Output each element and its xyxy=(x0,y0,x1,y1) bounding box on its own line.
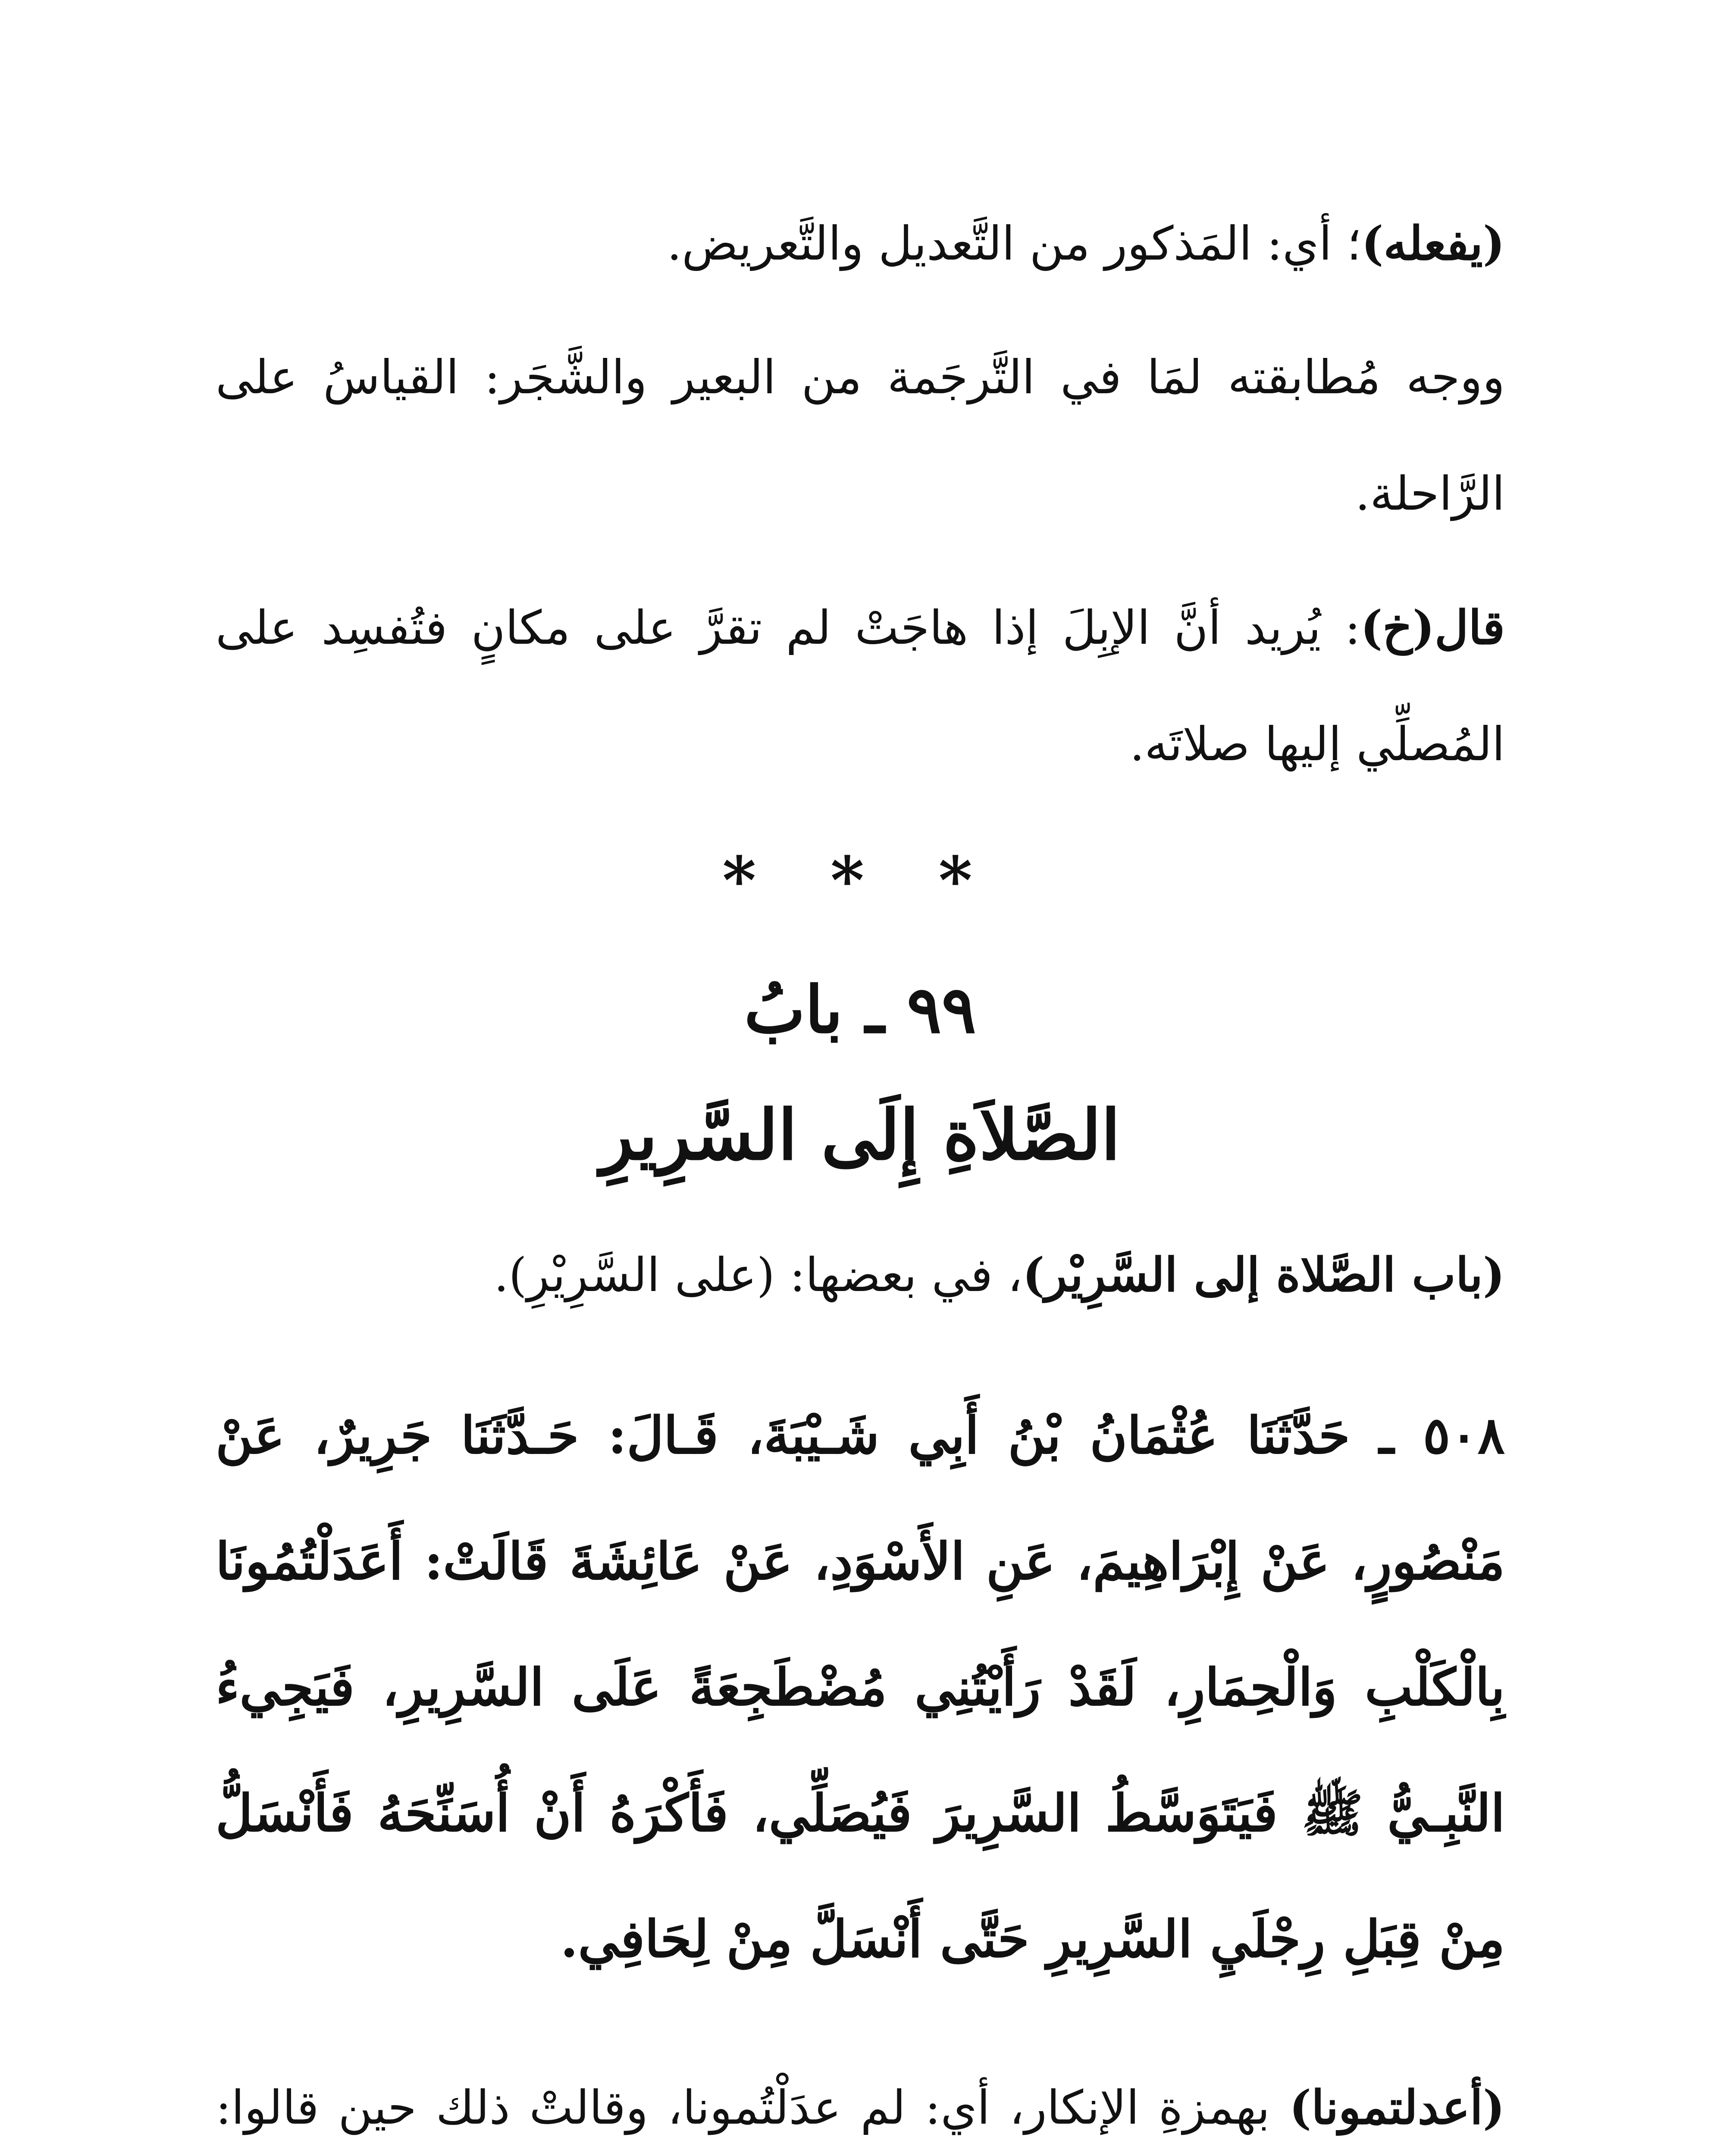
bold-term: (باب الصَّلاة إلى السَّرِيْر) xyxy=(1022,1248,1505,1302)
section-divider: * * * xyxy=(722,843,998,918)
paragraph-text: بهمزةِ الإنكار، أي: لم عدَلْتُمونا، وقالتْ ذلك حين قالوا: xyxy=(216,2081,1270,2135)
bold-term: قال(خ) xyxy=(1360,601,1505,655)
paragraph-commentary-1 xyxy=(216,185,1505,302)
bold-term: (يفعله) xyxy=(1361,216,1505,271)
hadith-text: ٥٠٨ ـ حَدَّثَنَا عُثْمَانُ بْنُ أَبِي شَـيْبَةَ، قَـالَ: حَـدَّثَنَا جَرِيرٌ، عَنْ مَنْصُورٍ، عَنْ إِبْرَاهِيمَ، عَنِ الأَسْوَدِ، عَنْ عَائِشَةَ قَالَتْ: أَعَدَلْتُمُونَا بِالْكَلْبِ وَالْحِمَارِ، لَقَدْ رَأَيْتُنِي مُضْطَجِعَةً عَلَى السَّرِيرِ، فَيَجِيءُ النَّبِـيُّ ﷺ فَيَتَوَسَّطُ السَّرِيرَ فَيُصَلِّي، فَأَكْرَهُ أَنْ أُسَنِّحَهُ فَأَنْسَلُّ مِنْ قِبَلِ رِجْلَيِ السَّرِيرِ حَتَّى أَنْسَلَّ مِنْ لِحَافِي. xyxy=(216,1405,1505,1969)
paragraph-chapter-note xyxy=(216,1217,1505,1334)
text-column xyxy=(216,185,1505,2156)
bold-term: (أعدلتمونا) xyxy=(1289,2081,1505,2135)
paragraph-text: : يُريد أنَّ الإبِلَ إذا هاجَتْ لم تقرَّ على مكانٍ فتُفسِد على المُصلِّي إليها صلاتَه. xyxy=(216,601,1505,771)
chapter-title: الصَّلاَةِ إِلَى السَّرِيرِ xyxy=(600,1094,1121,1175)
chapter-number: ٩٩ ـ بابُ xyxy=(744,972,977,1048)
paragraph-text: ؛ أي: المَذكور من التَّعديل والتَّعريض. xyxy=(667,217,1362,271)
paragraph-text: ، في بعضها: (على السَّرِيْرِ). xyxy=(494,1248,1023,1302)
paragraph-commentary-2: ووجه مُطابقته لمَا في التَّرجَمة من البعير والشَّجَر: القياسُ على الرَّاحلة. xyxy=(216,351,1505,521)
paragraph-commentary-3 xyxy=(216,570,1505,803)
paragraph-commentary-4 xyxy=(216,2049,1505,2156)
